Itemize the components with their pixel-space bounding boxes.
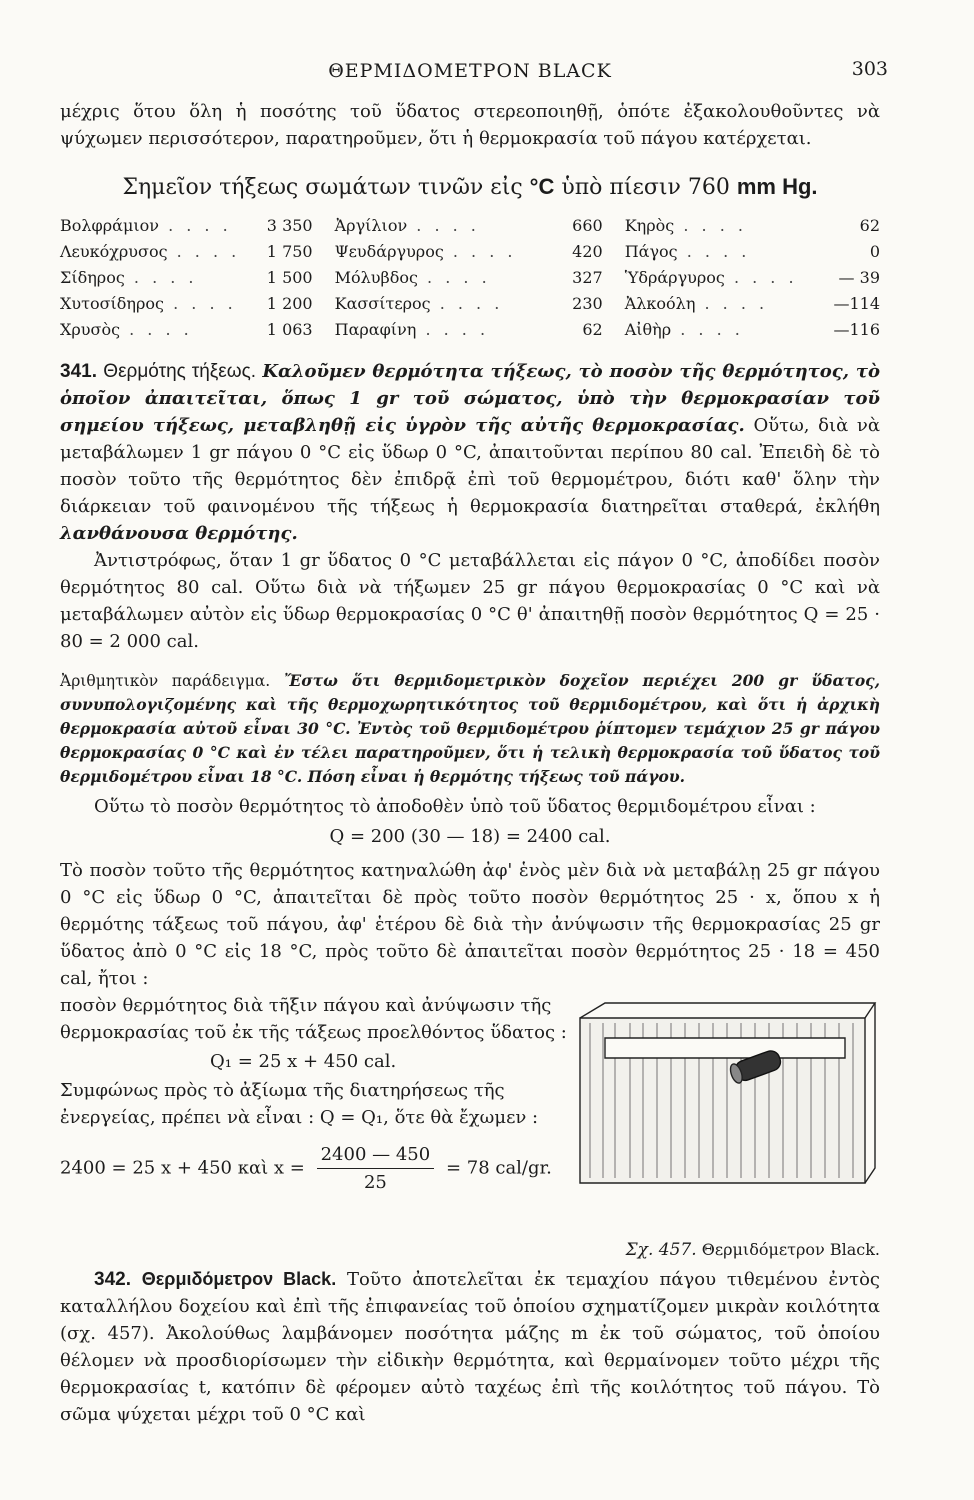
table-row [60, 316, 880, 342]
section-341 [60, 358, 880, 547]
leader-dots: . . . . [124, 267, 198, 287]
substance-name: Χυτοσίδηρος . . . . [60, 293, 237, 313]
leader-dots: . . . . [158, 215, 232, 235]
melting-point-value: 1 063 [266, 319, 313, 339]
fig-text-1: ποσὸν θερμότητος διὰ τῆξιν πάγου καὶ ἀνύψωσιν τῆς θερμοκρασίας τοῦ ἐκ τῆς τάξεως προελθόντος ὕδατος : [60, 995, 567, 1043]
melting-point-value: 230 [572, 293, 603, 313]
leader-dots: . . . . [724, 267, 798, 287]
melting-point-table [60, 212, 880, 342]
formula-q: Q = 200 (30 — 18) = 2400 cal. [329, 826, 611, 847]
substance-name: Κηρὸς . . . . [624, 215, 747, 235]
table-row [60, 290, 880, 316]
figure-block [60, 992, 880, 1262]
substance-name: Ὑδράργυρος . . . . [624, 267, 798, 287]
leader-dots: . . . . [674, 215, 747, 235]
example-line1: Οὕτω τὸ ποσὸν θερμότητος τὸ ἀποδοθὲν ὑπὸ τοῦ ὕδατος θερμιδομέτρου εἶναι : [94, 796, 816, 817]
equation-line [60, 1141, 570, 1196]
substance-name: Ἀργίλιον . . . . [334, 215, 480, 235]
page [60, 58, 888, 1428]
section-342-number: 342. [94, 1269, 131, 1290]
section-341-para2: Ἀντιστρόφως, ὅταν 1 gr ὕδατος 0 °C μεταβάλλεται εἰς πάγον 0 °C, ἀποδίδει ποσὸν θερμότητος 80 cal. Οὕτω διὰ νὰ τήξωμεν 25 gr πάγου θερμοκρασίας 0 °C καὶ νὰ μεταβάλωμεν αὐτὸν εἰς ὕδωρ θερμοκρασίας 0 °C θ' ἀπαιτηθῇ ποσὸν θερμότητος Q = 25 · 80 = 2 000 cal. [60, 550, 880, 652]
example-text: Ἔστω ὅτι θερμιδομετρικὸν δοχεῖον περιέχει 200 gr ὕδατος, συνυπολογιζομένης καὶ τῆς θερμοχωρητικότητος τοῦ θερμιδομέτρου, καὶ ὅτι ἡ ἀρχικὴ θερμοκρασία αὐτοῦ εἶναι 30 °C. Ἐντὸς τοῦ θερμιδομέτρου ῥίπτομεν τεμάχιον 25 gr πάγου θερμοκρασίας 0 °C καὶ ἐν τέλει παρατηροῦμεν, ὅτι ἡ τελικὴ θερμοκρασία τοῦ ὕδατος τοῦ θερμιδομέτρου εἶναι 18 °C. Πόση εἶναι ἡ θερμότης τήξεως τοῦ πάγου. [60, 671, 881, 786]
section-342-title: Θερμιδόμετρον Black. [141, 1269, 337, 1289]
page-header [60, 58, 888, 88]
section-342 [60, 1266, 880, 1428]
substance-name: Αἰθὴρ . . . . [624, 319, 744, 339]
example-paragraph: Τὸ ποσὸν τοῦτο τῆς θερμότητος κατηναλώθη ἀφ' ἑνὸς μὲν διὰ νὰ μεταβάλῃ 25 gr πάγου 0 °C εἰς ὕδωρ 0 °C, ἀπαιτεῖται δὲ πρὸς τοῦτο ποσὸν θερμότητος 25 · x, ὅπου x ἡ θερμότης τάξεως τοῦ πάγου, ἀφ' ἑτέρου δὲ διὰ τὴν ἀνύψωσιν τῆς θερμοκρασίας 25 gr ὕδατος ἀπὸ 0 °C εἰς 18 °C, πρὸς τοῦτο δὲ ἀπαιτεῖται ποσὸν θερμότητος 25 · 18 = 450 cal, ἤτοι : [60, 860, 880, 989]
melting-point-value: 3 350 [266, 215, 313, 235]
melting-point-value: 1 500 [266, 267, 313, 287]
substance-name: Λευκόχρυσος . . . . [60, 241, 241, 261]
melting-point-value: 660 [572, 215, 603, 235]
section-341-definition: Καλοῦμεν θερμότητα τήξεως, τὸ ποσὸν τῆς θερμότητος, τὸ ὁποῖον ἀπαιτεῖται, ὅπως 1 gr τοῦ σώματος, ὑπὸ τὴν θερμοκρασίαν τοῦ σημείου τήξεως, μεταβληθῇ εἰς ὑγρὸν τῆς αὐτῆς θερμοκρασίας. [60, 361, 880, 436]
substance-name: Κασσίτερος . . . . [334, 293, 504, 313]
melting-point-value: 62 [582, 319, 603, 339]
table-row [60, 212, 880, 238]
substance-name: Ἀλκοόλη . . . . [624, 293, 769, 313]
leader-dots: . . . . [416, 319, 490, 339]
leader-dots: . . . . [407, 215, 480, 235]
table-title-pre: Σημεῖον τήξεως σωμάτων τινῶν εἰς [122, 175, 530, 200]
melting-point-value: 0 [869, 241, 880, 261]
melting-point-value: 327 [572, 267, 603, 287]
table-title-mmhg: mm Hg. [736, 174, 818, 199]
table-row [60, 264, 880, 290]
leader-dots: . . . . [167, 241, 241, 261]
section-341-title: Θερμότης τήξεως. [103, 361, 257, 382]
example-label: Ἀριθμητικὸν παράδειγμα. [60, 672, 271, 690]
eq-left: 2400 = 25 x + 450 καὶ x = [60, 1157, 305, 1179]
section-341-text: Οὕτω, διὰ νὰ μεταβάλωμεν 1 gr πάγου 0 °C εἰς ὕδωρ 0 °C, ἀπαιτοῦνται περίπου 80 cal. Ἐπειδὴ δὲ τὸ ποσὸν τοῦτο τῆς θερμότητος δὲν ἐπιδρᾷ ἐπὶ τοῦ θερμομέτρου, διότι καθ' ὅλην τὴν διάρκειαν τοῦ φαινομένου τῆς τήξεως ἡ θερμοκρασία διατηρεῖται σταθερά, ἐκλήθη [60, 415, 880, 517]
section-342-text: Τοῦτο ἀποτελεῖται ἐκ τεμαχίου πάγου τιθεμένου ἐντὸς καταλλήλου δοχείου καὶ ἐπὶ τῆς ἐπιφανείας τοῦ ὁποίου σχηματίζομεν μικρὰν κοιλότητα (σχ. 457). Ἀκολούθως λαμβάνομεν ποσότητα μάζης m ἐκ τοῦ σώματος, τοῦ ὁποίου θέλομεν νὰ προσδιορίσωμεν τὴν εἰδικὴν θερμότητα, καὶ θερμαίνομεν τοῦτο μέχρι τῆς θερμοκρασίας t, κατόπιν δὲ φέρομεν αὐτὸ ταχέως ἐπὶ τῆς κοιλότητος τοῦ πάγου. Τὸ σῶμα ψύχεται μέχρι τοῦ 0 °C καὶ [60, 1269, 880, 1425]
substance-name: Παραφίνη . . . . [334, 319, 490, 339]
leader-dots: . . . . [443, 241, 517, 261]
table-title-unit: °C [529, 174, 555, 199]
figure-caption-text: Θερμιδόμετρον Black. [701, 1240, 880, 1259]
page-number: 303 [851, 58, 888, 80]
eq-denominator: 25 [363, 1172, 387, 1193]
table-title-mid: ὑπὸ πίεσιν 760 [554, 175, 737, 200]
eq-right: = 78 cal/gr. [445, 1157, 552, 1179]
leader-dots: . . . . [695, 293, 769, 313]
melting-point-value: —116 [833, 319, 880, 339]
melting-point-value: 420 [572, 241, 603, 261]
substance-name: Βολφράμιον . . . . [60, 215, 232, 235]
melting-point-value: 1 200 [266, 293, 313, 313]
intro-paragraph: μέχρις ὅτου ὅλη ἡ ποσότης τοῦ ὕδατος στερεοποιηθῇ, ὁπότε ἐξακολουθοῦντες νὰ ψύχωμεν περισσότερον, παρατηροῦμεν, ὅτι ἡ θερμοκρασία τοῦ πάγου κατέρχεται. [60, 101, 880, 149]
leader-dots: . . . . [671, 319, 744, 339]
substance-name: Μόλυβδος . . . . [334, 267, 491, 287]
melting-point-value: 1 750 [266, 241, 313, 261]
figure-side-text [60, 992, 570, 1196]
figure-caption [560, 1240, 880, 1260]
substance-name: Χρυσὸς . . . . [60, 319, 193, 339]
figure-label: Σχ. 457. [625, 1240, 697, 1260]
ice-calorimeter-figure [575, 998, 880, 1188]
fig-text-2: Συμφώνως πρὸς τὸ ἀξίωμα τῆς διατηρήσεως τῆς ἐνεργείας, πρέπει νὰ εἶναι : Q = Q₁, ὅτε θὰ ἔχωμεν : [60, 1080, 539, 1128]
latent-heat-term: λανθάνουσα θερμότης. [60, 523, 298, 544]
formula-q1: Q₁ = 25 x + 450 cal. [210, 1051, 397, 1072]
leader-dots: . . . . [417, 267, 491, 287]
melting-point-value: — 39 [838, 267, 880, 287]
melting-point-value: —114 [833, 293, 880, 313]
substance-name: Ψευδάργυρος . . . . [334, 241, 517, 261]
leader-dots: . . . . [164, 293, 237, 313]
leader-dots: . . . . [430, 293, 504, 313]
substance-name: Πάγος . . . . [624, 241, 751, 261]
melting-point-value: 62 [859, 215, 880, 235]
eq-fraction [317, 1141, 435, 1196]
running-title: ΘΕΡΜΙΔΟΜΕΤΡΟΝ BLACK [328, 60, 612, 82]
table-title [60, 174, 880, 200]
numeric-example [60, 669, 880, 789]
leader-dots: . . . . [120, 319, 193, 339]
eq-numerator: 2400 — 450 [317, 1141, 435, 1169]
substance-name: Σίδηρος . . . . [60, 267, 198, 287]
section-341-number: 341. [60, 361, 97, 382]
leader-dots: . . . . [677, 241, 751, 261]
table-row [60, 238, 880, 264]
